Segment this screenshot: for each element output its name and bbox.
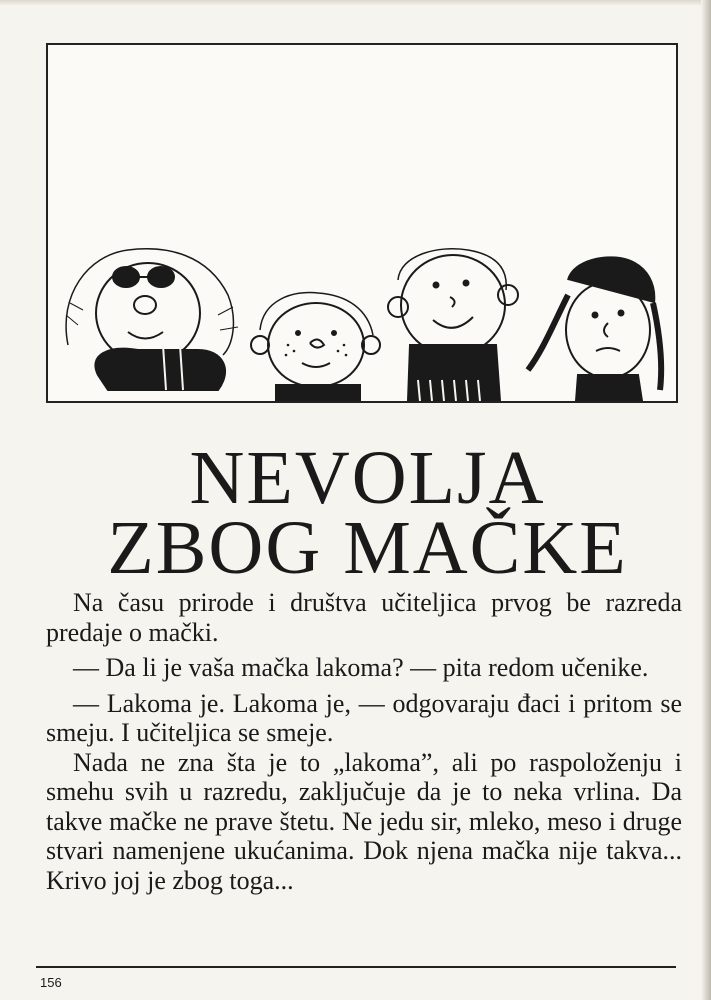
story-title-line2: ZBOG MAČKE (107, 506, 628, 590)
girl-with-braids (528, 257, 661, 401)
page-number: 156 (40, 975, 62, 990)
cartoon-illustration (46, 43, 678, 403)
paragraph-2: — Da li je vaša mačka lakoma? — pita redom učenike. (73, 653, 649, 682)
paragraph-3: — Lakoma je. Lakoma je, — odgovaraju đaci i pritom se smeju. I učiteljica se smeje. (46, 688, 682, 747)
story-body (46, 588, 682, 895)
smiling-child (388, 249, 518, 401)
page-top-shadow (0, 0, 711, 6)
footer-rule (36, 966, 676, 968)
paragraph-4: Nada ne zna šta je to „lakoma”, ali po raspoloženju i smehu svih u razredu, zaključuje da je to neka vrlina. Da takve mačke ne prave štetu. Ne jedu sir, mleko, meso i druge stvari namenjene ukućanima. Dok njena mačka nije takva... Krivo joj je zbog toga... (46, 747, 682, 895)
child-with-sunglasses (66, 249, 238, 390)
story-title-line1: NEVOLJA (189, 436, 546, 520)
child-with-freckles (251, 292, 380, 401)
paragraph-1: Na času prirode i društva učiteljica prvog be razreda predaje o mački. (46, 588, 682, 647)
children-drawing (48, 45, 676, 401)
